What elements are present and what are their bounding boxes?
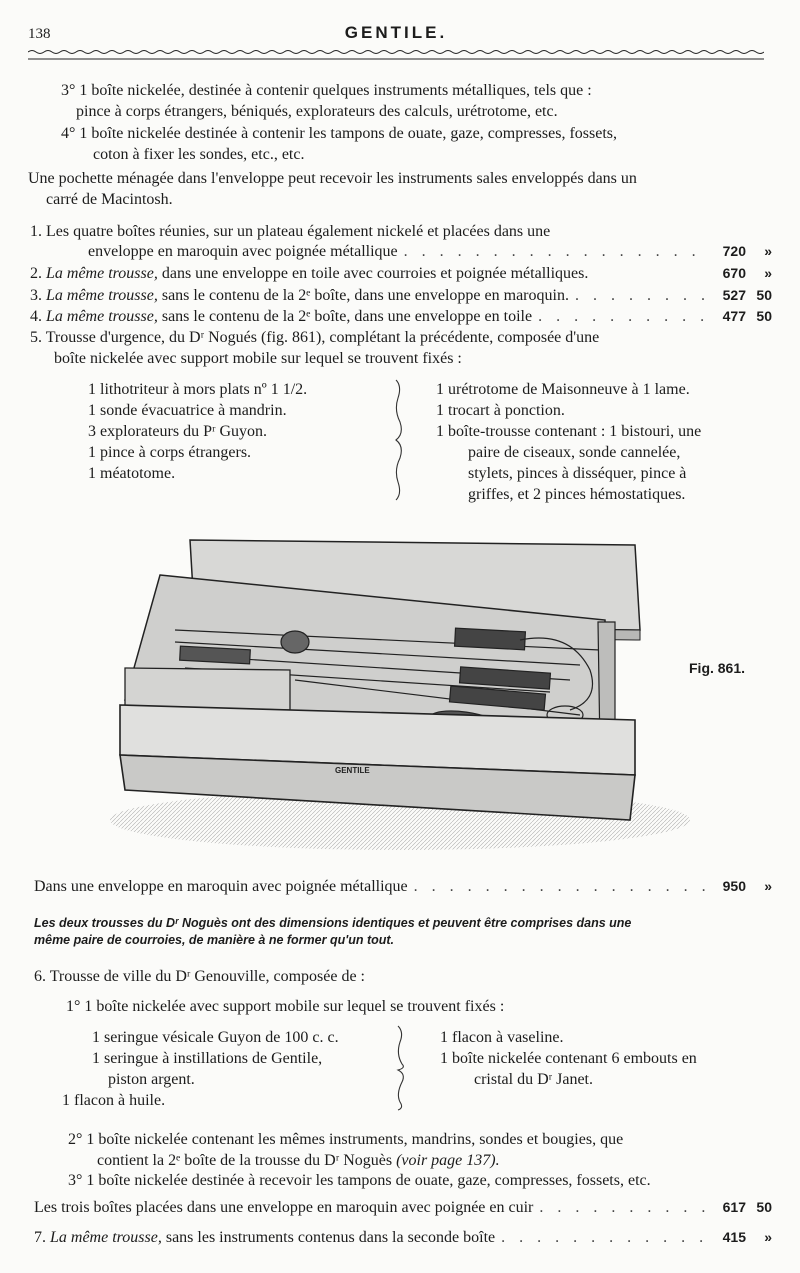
brace	[394, 1024, 408, 1112]
entry-5: 5. Trousse d'urgence, du Dʳ Nogués (fig. 861), complétant la précédente, composée d'une	[30, 329, 600, 346]
item-6-total-line: Les trois boîtes placées dans une enveloppe en maroquin avec poignée en cuir . . . 617 50	[34, 1197, 772, 1218]
price: 477 50	[722, 308, 772, 324]
list-item: 1 trocart à ponction.	[436, 402, 565, 419]
list-item: 1 lithotriteur à mors plats nº 1 1/2.	[88, 381, 308, 398]
intro-item-4-cont: coton à fixer les sondes, etc., etc.	[93, 146, 305, 163]
trousse-illustration	[100, 530, 700, 860]
figure-caption: Fig. 861.	[689, 660, 746, 676]
price: 415 »	[722, 1229, 772, 1245]
enveloppe-price-line: Dans une enveloppe en maroquin avec poignée métallique . . . 950 »	[34, 876, 772, 897]
pochette-text-cont: carré de Macintosh.	[46, 191, 173, 208]
urgence-right-list	[436, 379, 701, 505]
list-item: 1 méatotome.	[88, 465, 176, 482]
item-6-title: 6. Trousse de ville du Dʳ Genouville, composée de :	[34, 968, 365, 985]
box-brand-label: GENTILE	[335, 766, 370, 775]
list-item: stylets, pinces à disséquer, pince à	[468, 465, 687, 482]
price: 670 »	[722, 265, 772, 281]
running-title: GENTILE.	[344, 23, 448, 42]
list-item: piston argent.	[108, 1071, 195, 1088]
wavy-rule	[28, 48, 764, 64]
price: 720 »	[722, 243, 772, 259]
intro-item-3: 3° 1 boîte nickelée, destinée à contenir quelques instruments métalliques, tels que :	[61, 82, 592, 99]
list-item: 1 boîte-trousse contenant : 1 bistouri, une	[436, 423, 702, 440]
entry-2: 2. La même trousse, dans une enveloppe en toile avec courroies et poignée métalliques. 670 »	[30, 265, 772, 282]
price: 617 50	[722, 1199, 772, 1215]
entry-3: 3. La même trousse, sans le contenu de la 2ᵉ boîte, dans une enveloppe en maroquin. . . . 527 50	[30, 285, 772, 306]
intro-item-4: 4° 1 boîte nickelée destinée à contenir les tampons de ouate, gaze, compresses, fossets,	[61, 125, 617, 142]
list-item: 1 seringue vésicale Guyon de 100 c. c.	[92, 1029, 339, 1046]
list-item: paire de ciseaux, sonde cannelée,	[468, 444, 681, 461]
list-item: cristal du Dʳ Janet.	[474, 1071, 593, 1088]
list-item: 3 explorateurs du Pʳ Guyon.	[88, 423, 268, 440]
entry-4: 4. La même trousse, sans le contenu de la 2ᵉ boîte, dans une enveloppe en toile . . . 477 50	[30, 306, 772, 327]
entry-1-price-line: enveloppe en maroquin avec poignée métallique . . . 720 »	[88, 241, 772, 262]
item-6-left-list	[62, 1027, 339, 1111]
list-item: 1 boîte nickelée contenant 6 embouts en	[440, 1050, 697, 1067]
list-item: griffes, et 2 pinces hémostatiques.	[468, 486, 686, 503]
price: 950 »	[722, 878, 772, 894]
pochette-text: Une pochette ménagée dans l'enveloppe peut recevoir les instruments sales enveloppés dans un	[28, 170, 637, 187]
list-item: 1 pince à corps étrangers.	[88, 444, 252, 461]
item-7: 7. La même trousse, sans les instruments contenus dans la seconde boîte . . . 415 »	[34, 1227, 772, 1248]
brace	[392, 378, 406, 502]
item-6-right-list	[440, 1027, 697, 1090]
price: 527 50	[722, 287, 772, 303]
intro-item-3-cont: pince à corps étrangers, béniqués, explorateurs des calculs, urétrotome, etc.	[76, 103, 558, 120]
urgence-left-list	[88, 379, 307, 484]
item-6-sub2-cont: contient la 2ᵉ boîte de la trousse du Dʳ Noguès (voir page 137).	[97, 1152, 500, 1169]
page-header	[28, 22, 764, 46]
item-6-sub2: 2° 1 boîte nickelée contenant les mêmes instruments, mandrins, sondes et bougies, que	[68, 1131, 624, 1148]
item-6-sub3: 3° 1 boîte nickelée destinée à recevoir les tampons de ouate, gaze, compresses, fossets, etc.	[68, 1172, 651, 1189]
entry-5-cont: boîte nickelée avec support mobile sur lequel se trouvent fixés :	[54, 350, 462, 367]
page-number: 138	[28, 26, 51, 42]
list-item: 1 urétrotome de Maisonneuve à 1 lame.	[436, 381, 690, 398]
list-item: 1 sonde évacuatrice à mandrin.	[88, 402, 287, 419]
list-item: 1 flacon à vaseline.	[440, 1029, 564, 1046]
list-item: 1 flacon à huile.	[62, 1092, 166, 1109]
note-nogues: Les deux trousses du Dʳ Noguès ont des dimensions identiques et peuvent être comprises dans une même paire de courroies, de manière à ne former qu'un tout.	[34, 916, 632, 947]
list-item: 1 seringue à instillations de Gentile,	[92, 1050, 323, 1067]
entry-1: 1. Les quatre boîtes réunies, sur un plateau également nickelé et placées dans une	[30, 223, 551, 240]
item-6-sub1: 1° 1 boîte nickelée avec support mobile sur lequel se trouvent fixés :	[66, 998, 505, 1015]
